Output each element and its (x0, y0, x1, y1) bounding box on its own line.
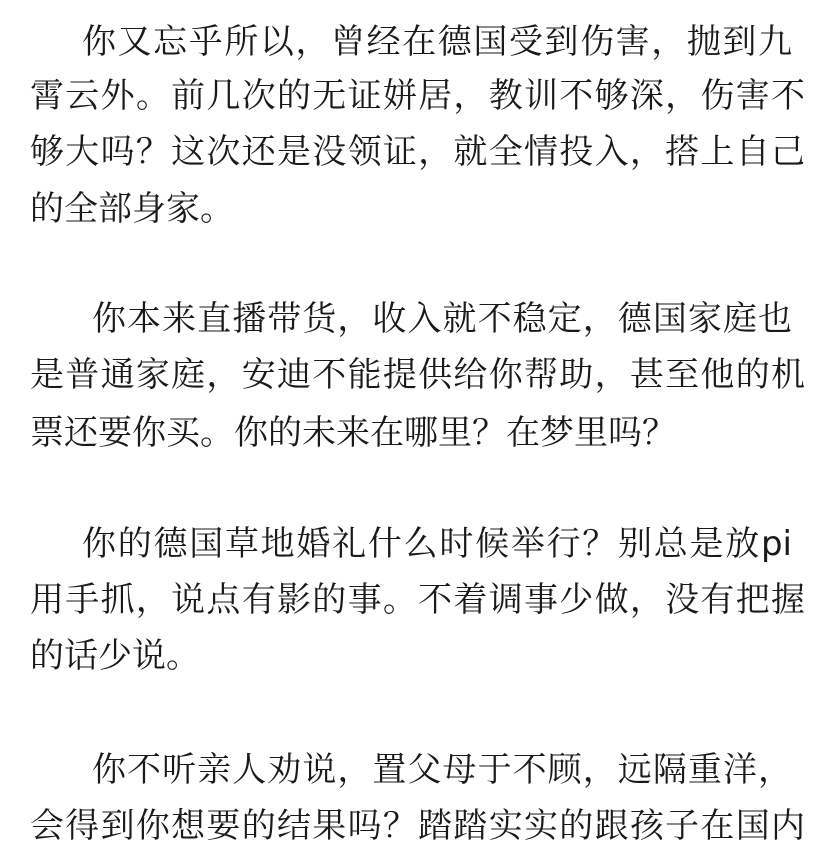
text-line: 是普通家庭，安迪不能提供给你帮助，甚至他的机 (30, 355, 805, 395)
text-line: 的话少说。 (30, 636, 200, 676)
text-line: 的全部身家。 (30, 189, 234, 229)
text-line: 够大吗？这次还是没领证，就全情投入，搭上自己 (30, 132, 805, 172)
text-line: 会得到你想要的结果吗？踏踏实实的跟孩子在国内 (30, 806, 805, 846)
text-line: 你本来直播带货，收入就不稳定，德国家庭也 (92, 299, 792, 339)
text-line: 你的德国草地婚礼什么时候举行？别总是放pi (82, 524, 792, 564)
text-line: 霄云外。前几次的无证姘居，教训不够深，伤害不 (30, 76, 805, 116)
text-line: 用手抓，说点有影的事。不着调事少做，没有把握 (30, 580, 805, 620)
text-line: 票还要你买。你的未来在哪里？在梦里吗？ (30, 413, 676, 453)
text-line: 你不听亲人劝说，置父母于不顾，远隔重洋， (92, 750, 792, 790)
text-line: 你又忘乎所以，曾经在德国受到伤害，抛到九 (82, 22, 792, 62)
